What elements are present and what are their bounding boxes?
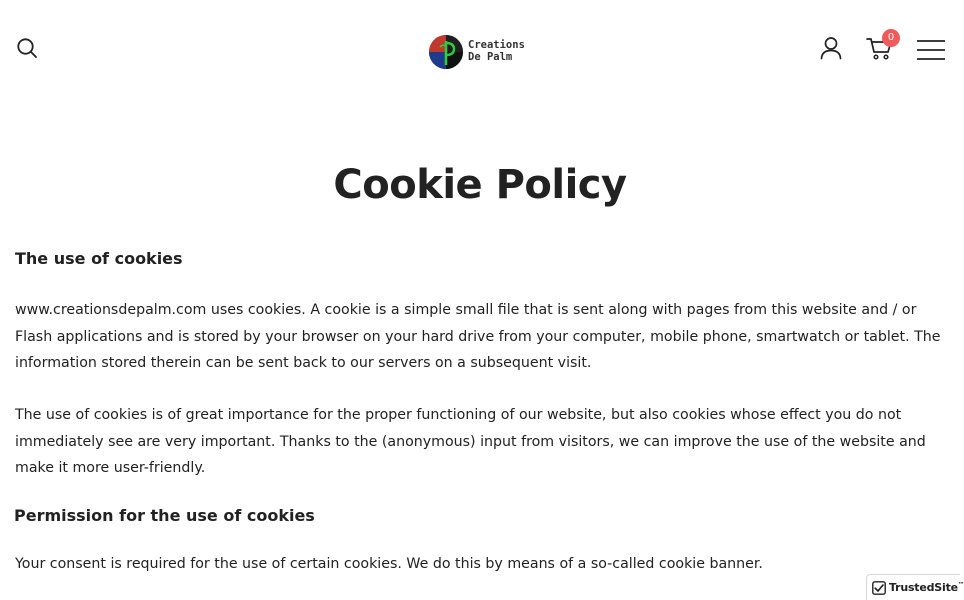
- paragraph-cookie-importance: The use of cookies is of great importance for the proper functioning of our website, but also cookies whose effect you do not immediately see are very important. Thanks to the (anonymous) input from visitors, we can improve the use of the website and make it more user-friendly.: [15, 407, 926, 477]
- paragraph-consent: Your consent is required for the use of certain cookies. We do this by means of a so-called cookie banner.: [15, 556, 763, 572]
- section-heading-use-of-cookies: The use of cookies: [15, 249, 183, 268]
- logo-wordmark: [468, 39, 538, 63]
- trustedsite-badge[interactable]: [866, 574, 964, 600]
- paragraph-cookie-definition: www.creationsdepalm.com uses cookies. A cookie is a simple small file that is sent along with pages from this website and / or Flash applications and is stored by your browser on your hard drive from your computer, mobile phone, smartwatch or tablet. The information stored therein can be sent back to our servers on a subsequent visit.: [15, 302, 941, 372]
- site-header: [0, 0, 960, 96]
- user-icon: [818, 35, 844, 61]
- menu-button[interactable]: [915, 38, 947, 62]
- account-button[interactable]: [818, 35, 844, 61]
- palm-logo-icon: [428, 34, 464, 70]
- search-icon: [15, 36, 39, 60]
- page-title: Cookie Policy: [333, 162, 627, 208]
- hamburger-menu-icon: [915, 38, 947, 62]
- logo-line-2: De Palm: [468, 51, 513, 63]
- site-logo[interactable]: [428, 33, 538, 71]
- checkmark-icon: [872, 581, 886, 595]
- cart-count-badge: 0: [882, 29, 900, 47]
- search-button[interactable]: [15, 36, 39, 60]
- logo-line-1: Creations: [468, 39, 525, 51]
- section-heading-permission: Permission for the use of cookies: [14, 506, 315, 525]
- trustedsite-label: TrustedSite™: [889, 581, 964, 594]
